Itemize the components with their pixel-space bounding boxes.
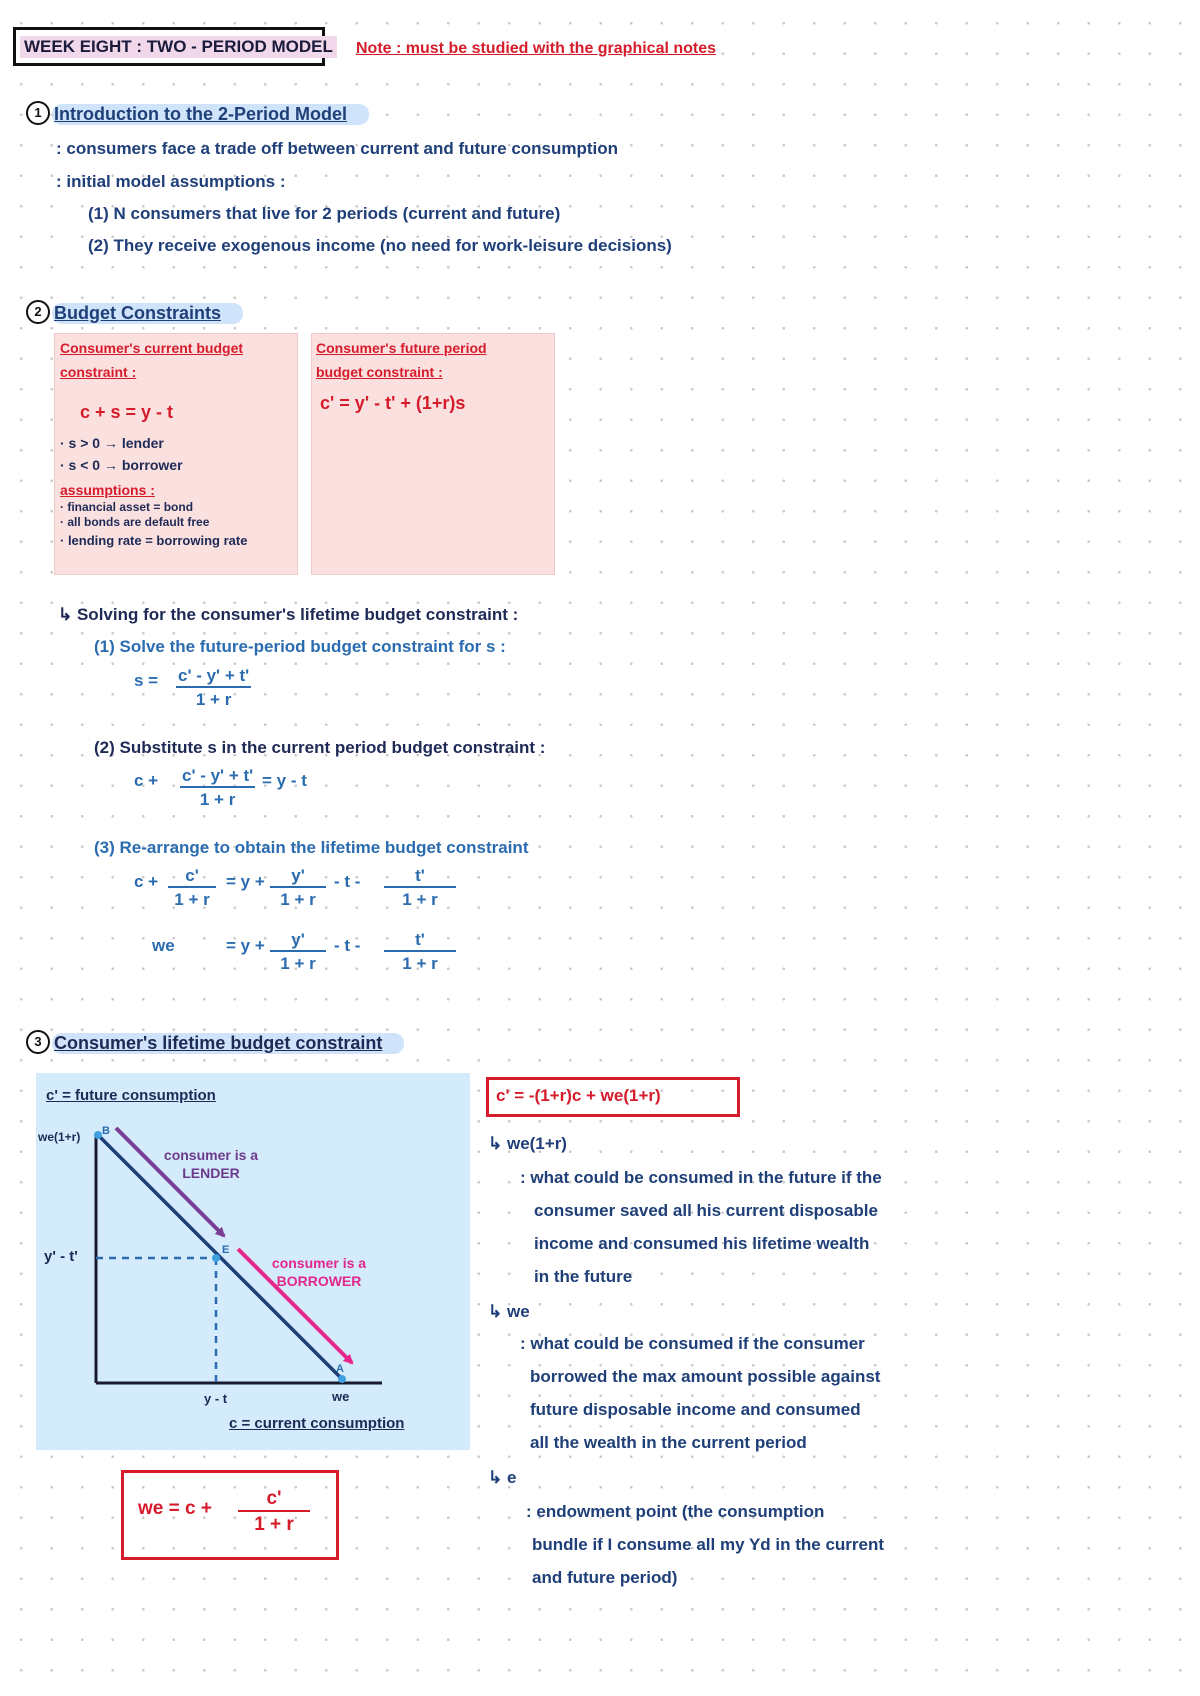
eq2-t-prime: t' [384, 930, 456, 952]
eq2-den-2: 1 + r [402, 954, 438, 973]
step-2-text: (2) Substitute s in the current period budget constraint : [94, 738, 546, 757]
eq1-t-prime: t' [384, 866, 456, 888]
x-axis-title: c = current consumption [229, 1415, 405, 1432]
eq2-y-prime-fraction [270, 930, 326, 974]
lender-label-2: LENDER [182, 1165, 240, 1181]
intro-line-1: : consumers face a trade off between current and future consumption [56, 139, 619, 158]
current-budget-equation: c + s = y - t [80, 402, 174, 422]
eq1-den-1: 1 + r [174, 890, 210, 909]
right-formula: c' = -(1+r)c + we(1+r) [496, 1086, 661, 1105]
future-budget-equation: c' = y' - t' + (1+r)s [320, 393, 466, 413]
lender-arrow [116, 1128, 224, 1236]
assumptions-title: assumptions : [60, 482, 155, 498]
intro-line-4: (2) They receive exogenous income (no need for work-leisure decisions) [88, 236, 672, 255]
eq2-den-1: 1 + r [280, 954, 316, 973]
eq1-den-3: 1 + r [402, 890, 438, 909]
eq1-c-prime: c' [168, 866, 216, 888]
step-1-text: (1) Solve the future-period budget constraint for s : [94, 637, 506, 656]
explanation-3-line-2: bundle if I consume all my Yd in the current [532, 1535, 885, 1554]
section-number-3: 3 [26, 1030, 50, 1054]
lender-label-1: consumer is a [163, 1147, 259, 1163]
step-2-lhs: c + [134, 771, 159, 790]
lender-case: · s > 0 → lender [60, 435, 164, 451]
eq2-t-prime-fraction [384, 930, 456, 974]
point-a-label: A [336, 1363, 344, 1375]
explanation-1-line-2: consumer saved all his current disposable [534, 1201, 878, 1220]
eq2-y-prime: y' [270, 930, 326, 952]
borrower-label-1: consumer is a [271, 1255, 367, 1271]
y-tick-top: we(1+r) [38, 1130, 81, 1144]
step-1-lhs: s = [134, 671, 159, 690]
header-note: Note : must be studied with the graphical notes [356, 40, 717, 57]
eq1-y-prime-fraction [270, 866, 326, 910]
step-1-numerator: c' - y' + t' [176, 666, 251, 688]
explanation-1-line-3: income and consumed his lifetime wealth [534, 1234, 870, 1253]
eq1-t-prime-fraction [384, 866, 456, 910]
borrower-case: · s < 0 → borrower [60, 457, 183, 473]
step-1-fraction [176, 666, 251, 710]
explanation-2-line-3: future disposable income and consumed [530, 1400, 861, 1419]
step-2-rhs: = y - t [262, 771, 307, 790]
intro-line-2: : initial model assumptions : [56, 172, 286, 191]
eq1-y-prime: y' [270, 866, 326, 888]
point-b-label: B [102, 1125, 110, 1137]
we-formula-num: c' [238, 1488, 310, 1512]
x-tick-mid: y - t [204, 1391, 228, 1406]
step-2-denominator: 1 + r [199, 790, 236, 809]
borrower-label-2: BORROWER [276, 1273, 362, 1289]
section-number-1: 1 [26, 101, 50, 125]
current-box-title-1: Consumer's current budget [60, 340, 244, 356]
section-heading-budget: Budget Constraints [52, 303, 243, 324]
assumption-2: · all bonds are default free [60, 515, 210, 529]
page-title: WEEK EIGHT : TWO - PERIOD MODEL [20, 36, 337, 58]
we-formula-den: 1 + r [254, 1514, 294, 1535]
explanation-label-3: ↳ e [488, 1468, 517, 1487]
solving-intro: ↳ Solving for the consumer's lifetime budget constraint : [58, 605, 519, 624]
section-heading-intro: Introduction to the 2-Period Model [52, 104, 369, 125]
eq2-we: we [152, 936, 175, 955]
explanation-2-line-4: all the wealth in the current period [530, 1433, 807, 1452]
explanation-1-line-1: : what could be consumed in the future if the [520, 1168, 882, 1187]
step-3-text: (3) Re-arrange to obtain the lifetime budget constraint [94, 838, 529, 857]
current-box-title-2: constraint : [60, 364, 137, 380]
we-formula-lhs: we = c + [138, 1498, 212, 1519]
explanation-2-line-2: borrowed the max amount possible against [530, 1367, 881, 1386]
explanation-label-1: ↳ we(1+r) [488, 1134, 567, 1153]
explanation-3-line-3: and future period) [532, 1568, 678, 1587]
point-a [338, 1375, 346, 1383]
intro-line-3: (1) N consumers that live for 2 periods (current and future) [88, 204, 561, 223]
section-heading-lifetime: Consumer's lifetime budget constraint [52, 1033, 404, 1054]
y-tick-mid: y' - t' [44, 1248, 78, 1265]
step-1-denominator: 1 + r [195, 690, 232, 709]
eq2-equals-y: = y + [226, 936, 265, 955]
explanation-label-2: ↳ we [488, 1302, 530, 1321]
point-b [94, 1131, 102, 1139]
step-2-fraction [180, 766, 255, 810]
assumption-3: · lending rate = borrowing rate [60, 533, 248, 548]
explanation-1-line-4: in the future [534, 1267, 633, 1286]
eq1-equals-y: = y + [226, 872, 265, 891]
y-axis-title: c' = future consumption [46, 1087, 216, 1104]
explanation-2-line-1: : what could be consumed if the consumer [520, 1334, 865, 1353]
explanation-3-line-1: : endowment point (the consumption [526, 1502, 825, 1521]
eq1-den-2: 1 + r [280, 890, 316, 909]
eq2-minus-t: - t - [334, 936, 361, 955]
future-box-title-2: budget constraint : [316, 364, 443, 380]
point-e-label: E [222, 1244, 230, 1256]
future-box-title-1: Consumer's future period [316, 340, 487, 356]
section-number-2: 2 [26, 300, 50, 324]
step-2-numerator: c' - y' + t' [180, 766, 255, 788]
eq1-c: c + [134, 872, 159, 891]
eq1-c-prime-fraction [168, 866, 216, 910]
eq1-minus-t: - t - [334, 872, 361, 891]
point-e [212, 1254, 220, 1262]
assumption-1: · financial asset = bond [60, 500, 194, 514]
x-tick-end: we [332, 1389, 350, 1404]
we-formula-fraction [238, 1488, 310, 1536]
lifetime-budget-graph [36, 1073, 470, 1450]
